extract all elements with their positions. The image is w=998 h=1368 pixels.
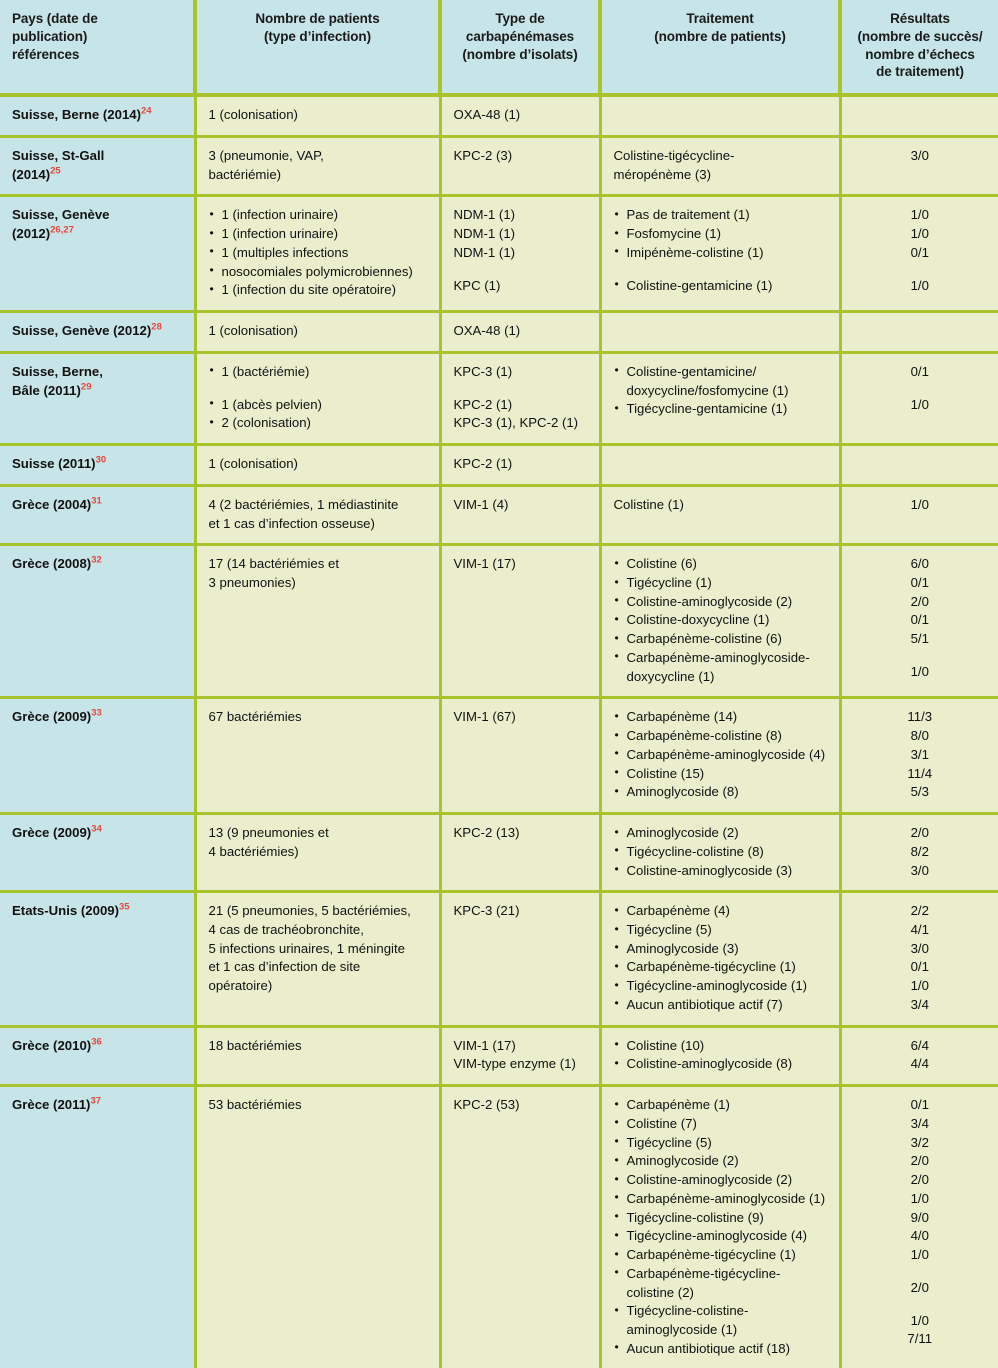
cell-results: 6/4 4/4 xyxy=(840,1026,998,1085)
list-item: • Tigécycline-aminoglycoside (4) xyxy=(614,1227,827,1246)
column-header-treatment: Traitement (nombre de patients) xyxy=(600,0,840,95)
column-header-results: Résultats (nombre de succès/ nombre d’échecs de traitement) xyxy=(840,0,998,95)
country-line: (2012)$^{26,27}$ xyxy=(12,224,74,242)
list-item: • Aminoglycoside (8) xyxy=(614,783,827,802)
list-item: • Tigécycline (5) xyxy=(614,921,827,940)
cell-treatment xyxy=(600,892,840,1026)
cell-country xyxy=(0,545,195,698)
list-item: • 1 (abcès pelvien) xyxy=(209,396,427,415)
reference-superscript: 29 xyxy=(80,381,92,393)
list-item: • Tigécycline-colistine (8) xyxy=(614,843,827,862)
cell-patients: 53 bactériémies xyxy=(195,1086,440,1368)
cell-treatment xyxy=(600,196,840,312)
cell-carbapenemases: KPC-2 (53) xyxy=(440,1086,600,1368)
column-header-patients: Nombre de patients (type d’infection) xyxy=(195,0,440,95)
list-item xyxy=(209,382,427,396)
list-item: • Carbapénème (14) xyxy=(614,708,827,727)
cell-results: 6/0 0/1 2/0 0/1 5/1 1/0 xyxy=(840,545,998,698)
cell-treatment xyxy=(600,312,840,353)
cell-patients: 3 (pneumonie, VAP, bactériémie) xyxy=(195,136,440,195)
country-line: Suisse, Berne, xyxy=(12,363,103,379)
country-line: Suisse, St-Gall xyxy=(12,147,105,163)
cell-country xyxy=(0,136,195,195)
list-item: • Colistine-aminoglycoside (3) xyxy=(614,862,827,881)
cell-country xyxy=(0,196,195,312)
cell-results: 3/0 xyxy=(840,136,998,195)
cell-country xyxy=(0,814,195,892)
header-row xyxy=(0,0,998,95)
cell-country xyxy=(0,485,195,544)
country-line: Grèce (2009)$^{34}$ xyxy=(12,823,102,841)
cell-results: 1/0 1/0 0/1 1/0 xyxy=(840,196,998,312)
cell-patients xyxy=(195,352,440,444)
cell-patients: 21 (5 pneumonies, 5 bactériémies, 4 cas de trachéobronchite, 5 infections urinaires, 1 méningite et 1 cas d’infection de site opératoire) xyxy=(195,892,440,1026)
cell-treatment xyxy=(600,445,840,486)
list-item: • Carbapénème-tigécycline (1) xyxy=(614,1246,827,1265)
table-row xyxy=(0,445,998,486)
cell-carbapenemases: VIM-1 (4) xyxy=(440,485,600,544)
reference-superscript: 35 xyxy=(119,901,130,913)
cell-carbapenemases: OXA-48 (1) xyxy=(440,312,600,353)
cell-results: 11/3 8/0 3/1 11/4 5/3 xyxy=(840,698,998,814)
list-item: • Tigécycline-colistine (9) xyxy=(614,1209,827,1228)
column-header-carbapenemases: Type de carbapénémases (nombre d’isolats) xyxy=(440,0,600,95)
cell-carbapenemases: KPC-2 (1) xyxy=(440,445,600,486)
cell-patients: 13 (9 pneumonies et 4 bactériémies) xyxy=(195,814,440,892)
list-item: doxycycline/fosfomycine (1) xyxy=(626,382,789,398)
table-row xyxy=(0,814,998,892)
cell-results: 2/2 4/1 3/0 0/1 1/0 3/4 xyxy=(840,892,998,1026)
list-item: • Colistine (10) xyxy=(614,1037,827,1056)
list-item: • Colistine (6) xyxy=(614,555,827,574)
list-item: • Carbapénème-tigécycline- xyxy=(614,1265,827,1284)
table-row xyxy=(0,312,998,353)
list-item: • Aucun antibiotique actif (7) xyxy=(614,996,827,1015)
reference-superscript: 33 xyxy=(91,708,102,720)
cell-treatment xyxy=(600,1026,840,1085)
cell-country xyxy=(0,698,195,814)
list-item: • Colistine-aminoglycoside (8) xyxy=(614,1055,827,1074)
list-item: • 2 (colonisation) xyxy=(209,414,427,433)
cell-patients: 18 bactériémies xyxy=(195,1026,440,1085)
country-line: Suisse, Genève xyxy=(12,207,110,223)
list-item: • 1 (infection urinaire) xyxy=(209,206,427,225)
list-item: • Carbapénème-colistine (6) xyxy=(614,630,827,649)
cell-carbapenemases: VIM-1 (17) xyxy=(440,545,600,698)
cell-treatment: Colistine (1) xyxy=(600,485,840,544)
list-item: • Aminoglycoside (2) xyxy=(614,1152,827,1171)
cell-results: 1/0 xyxy=(840,485,998,544)
cell-treatment xyxy=(600,545,840,698)
list-item: • nosocomiales polymicrobiennes) xyxy=(209,263,427,282)
cell-patients: 1 (colonisation) xyxy=(195,95,440,136)
reference-superscript: 36 xyxy=(91,1036,102,1048)
cell-country xyxy=(0,1026,195,1085)
cell-patients xyxy=(195,196,440,312)
cell-carbapenemases: KPC-3 (1) KPC-2 (1) KPC-3 (1), KPC-2 (1) xyxy=(440,352,600,444)
list-item: • Tigécycline (5) xyxy=(614,1134,827,1153)
cell-treatment xyxy=(600,814,840,892)
reference-superscript: 37 xyxy=(90,1095,102,1107)
cell-treatment xyxy=(600,698,840,814)
cell-patients: 4 (2 bactériémies, 1 médiastinite et 1 cas d’infection osseuse) xyxy=(195,485,440,544)
list-item: • Aucun antibiotique actif (18) xyxy=(614,1340,827,1359)
country-line: (2014)$^{25}$ xyxy=(12,165,61,182)
list-item: • 1 (infection urinaire) xyxy=(209,225,427,244)
list-item: • Tigécycline (1) xyxy=(614,574,827,593)
cell-treatment: Colistine-tigécycline- méropénème (3) xyxy=(600,136,840,195)
list-item: • Carbapénème-tigécycline (1) xyxy=(614,958,827,977)
country-line: Grèce (2008)$^{32}$ xyxy=(12,554,102,572)
table-row xyxy=(0,352,998,444)
list-item: • Imipénème-colistine (1) xyxy=(614,244,827,263)
list-item: • 1 (infection du site opératoire) xyxy=(209,281,427,300)
cell-country xyxy=(0,312,195,353)
list-item: colistine (2) xyxy=(626,1284,694,1300)
table-row xyxy=(0,136,998,195)
country-line: Grèce (2004)$^{31}$ xyxy=(12,495,102,512)
list-item: • Colistine-gentamicine (1) xyxy=(614,277,827,296)
country-line: Suisse, Berne (2014)$^{24}$ xyxy=(12,105,152,123)
cell-country xyxy=(0,445,195,486)
list-item: • Colistine-doxycycline (1) xyxy=(614,611,827,630)
cell-carbapenemases: KPC-2 (13) xyxy=(440,814,600,892)
list-item: • Colistine-aminoglycoside (2) xyxy=(614,593,827,612)
list-item: • Carbapénème-aminoglycoside (1) xyxy=(614,1190,827,1209)
list-item: • 1 (bactériémie) xyxy=(209,363,427,382)
table-row xyxy=(0,196,998,312)
list-item: doxycycline (1) xyxy=(626,668,715,684)
reference-superscript: 28 xyxy=(151,321,162,333)
cell-carbapenemases: VIM-1 (17) VIM-type enzyme (1) xyxy=(440,1026,600,1085)
cell-patients: 17 (14 bactériémies et 3 pneumonies) xyxy=(195,545,440,698)
country-line: Suisse (2011)$^{30}$ xyxy=(12,454,107,472)
table-row xyxy=(0,485,998,544)
cell-patients: 67 bactériémies xyxy=(195,698,440,814)
list-item: • Carbapénème-aminoglycoside (4) xyxy=(614,746,827,765)
list-item: aminoglycoside (1) xyxy=(626,1321,738,1337)
list-item: • Colistine (7) xyxy=(614,1115,827,1134)
country-line: Suisse, Genève (2012)$^{28}$ xyxy=(12,321,162,339)
list-item: • 1 (multiples infections xyxy=(209,244,427,263)
reference-superscript: 31 xyxy=(91,495,102,507)
table-row xyxy=(0,1026,998,1085)
table-row xyxy=(0,95,998,136)
list-item: • Pas de traitement (1) xyxy=(614,206,827,225)
reference-superscript: 24 xyxy=(141,105,152,117)
reference-superscript: 30 xyxy=(95,454,107,466)
list-item: • Aminoglycoside (2) xyxy=(614,824,827,843)
list-item xyxy=(614,263,827,277)
country-line: Etats-Unis (2009)$^{35}$ xyxy=(12,901,130,919)
cell-carbapenemases: VIM-1 (67) xyxy=(440,698,600,814)
table-body xyxy=(0,95,998,1368)
list-item: • Carbapénème (4) xyxy=(614,902,827,921)
reference-superscript: 26,27 xyxy=(50,224,74,236)
list-item: • Tigécycline-aminoglycoside (1) xyxy=(614,977,827,996)
country-line: Grèce (2010)$^{36}$ xyxy=(12,1036,102,1053)
list-item: • Tigécycline-gentamicine (1) xyxy=(614,400,827,419)
list-item: • Tigécycline-colistine- xyxy=(614,1302,827,1321)
column-header-country: Pays (date de publication) références xyxy=(0,0,195,95)
list-item: • Colistine-gentamicine/ xyxy=(614,363,827,382)
cell-treatment xyxy=(600,1086,840,1368)
table-row xyxy=(0,1086,998,1368)
cell-patients: 1 (colonisation) xyxy=(195,445,440,486)
list-item: • Aminoglycoside (3) xyxy=(614,940,827,959)
table-row xyxy=(0,892,998,1026)
cell-country xyxy=(0,892,195,1026)
cell-country xyxy=(0,352,195,444)
reference-superscript: 32 xyxy=(91,554,102,566)
cell-country xyxy=(0,95,195,136)
cell-results xyxy=(840,312,998,353)
reference-superscript: 34 xyxy=(91,823,102,835)
cell-carbapenemases: KPC-2 (3) xyxy=(440,136,600,195)
cell-results xyxy=(840,445,998,486)
table-header xyxy=(0,0,998,95)
cell-results: 0/1 1/0 xyxy=(840,352,998,444)
table-row xyxy=(0,545,998,698)
list-item: • Colistine (15) xyxy=(614,765,827,784)
cell-results: 0/1 3/4 3/2 2/0 2/0 1/0 9/0 4/0 1/0 2/0 1/0 7/11 xyxy=(840,1086,998,1368)
country-line: Grèce (2009)$^{33}$ xyxy=(12,708,102,725)
cell-country xyxy=(0,1086,195,1368)
country-line: Bâle (2011)$^{29}$ xyxy=(12,381,92,398)
reference-superscript: 25 xyxy=(50,165,61,177)
list-item: • Carbapénème-colistine (8) xyxy=(614,727,827,746)
country-line: Grèce (2011)$^{37}$ xyxy=(12,1095,102,1113)
list-item: • Carbapénème-aminoglycoside- xyxy=(614,649,827,668)
cell-carbapenemases: KPC-3 (21) xyxy=(440,892,600,1026)
cell-treatment xyxy=(600,352,840,444)
cell-results xyxy=(840,95,998,136)
cell-patients: 1 (colonisation) xyxy=(195,312,440,353)
table-row xyxy=(0,698,998,814)
cell-treatment xyxy=(600,95,840,136)
cell-carbapenemases: OXA-48 (1) xyxy=(440,95,600,136)
cell-carbapenemases: NDM-1 (1) NDM-1 (1) NDM-1 (1) KPC (1) xyxy=(440,196,600,312)
list-item: • Fosfomycine (1) xyxy=(614,225,827,244)
cell-results: 2/0 8/2 3/0 xyxy=(840,814,998,892)
list-item: • Carbapénème (1) xyxy=(614,1096,827,1115)
list-item: • Colistine-aminoglycoside (2) xyxy=(614,1171,827,1190)
